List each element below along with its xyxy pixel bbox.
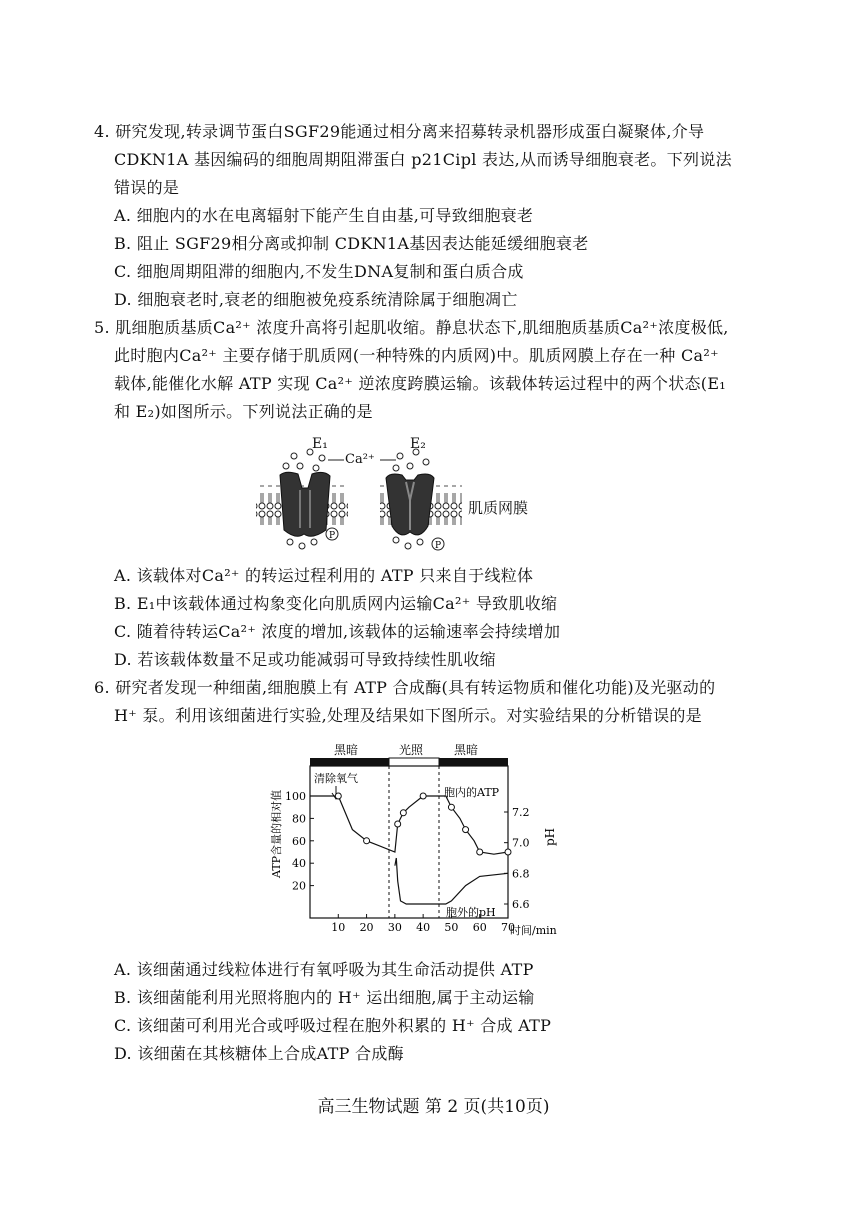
- y-right-tick-label: 6.6: [512, 898, 530, 911]
- atp-data-point: [364, 838, 370, 844]
- atp-data-point: [463, 827, 469, 833]
- phase-light: [389, 758, 439, 766]
- phosphate-label-e2: P: [434, 541, 442, 551]
- q4-option-c: C. 细胞周期阻滞的细胞内,不发生DNA复制和蛋白质合成: [114, 262, 524, 281]
- q6-option-d: D. 该细菌在其核糖体上合成ATP 合成酶: [114, 1044, 404, 1063]
- q6-option-a: A. 该细菌通过线粒体进行有氧呼吸为其生命活动提供 ATP: [114, 960, 534, 979]
- atp-data-point: [395, 821, 401, 827]
- atp-data-point: [335, 793, 341, 799]
- phase-label-dark-2: 黑暗: [454, 743, 479, 757]
- phase-dark-2: [439, 758, 508, 766]
- q6-stem-line-2: H⁺ 泵。利用该细菌进行实验,处理及结果如下图所示。对实验结果的分析错误的是: [114, 706, 702, 725]
- q5-stem-line-2: 此时胞内Ca²⁺ 主要存储于肌质网(一种特殊的内质网)中。肌质网膜上存在一种 Ca²⁺: [114, 346, 719, 365]
- atp-data-point: [400, 810, 406, 816]
- y-right-tick-label: 6.8: [512, 867, 530, 881]
- atp-data-point: [420, 793, 426, 799]
- y-left-tick-label: 100: [285, 790, 306, 803]
- e1-label: E₁: [312, 436, 328, 452]
- e1-carrier-protein: [280, 472, 330, 536]
- x-tick-label: 50: [444, 921, 459, 934]
- q4-stem-line-2: CDKN1A 基因编码的细胞周期阻滞蛋白 p21Cipl 表达,从而诱导细胞衰老。下列说法: [114, 150, 732, 169]
- x-tick-label: 10: [331, 921, 346, 934]
- x-tick-label: 60: [472, 921, 487, 934]
- annotation-atp: 胞内的ATP: [444, 786, 500, 799]
- y-left-tick-label: 20: [292, 879, 306, 893]
- ca-ion-dots-top-left: [283, 449, 325, 471]
- y-left-tick-label: 80: [292, 812, 306, 826]
- q4-stem-line-1: 4. 研究发现,转录调节蛋白SGF29能通过相分离来招募转录机器形成蛋白凝聚体,介导: [94, 122, 705, 141]
- x-tick-label: 70: [501, 921, 515, 934]
- q5-stem-line-4: 和 E₂)如图所示。下列说法正确的是: [114, 402, 373, 421]
- series-atp-line: [310, 796, 508, 854]
- y-axis-left-label: ATP含量的相对值: [270, 789, 283, 878]
- y-left-tick-label: 60: [292, 834, 306, 848]
- y-left-tick-label: 40: [292, 857, 306, 871]
- series-ph-line: [395, 858, 508, 904]
- atp-data-point: [505, 849, 511, 855]
- q6-option-c: C. 该细菌可利用光合或呼吸过程在胞外积累的 H⁺ 合成 ATP: [114, 1016, 552, 1035]
- y-axis-right-label: pH: [543, 827, 557, 846]
- q5-option-a: A. 该载体对Ca²⁺ 的转运过程利用的 ATP 只来自于线粒体: [114, 566, 534, 585]
- x-axis-label: 时间/min: [510, 924, 557, 937]
- page-footer: 高三生物试题 第 2 页(共10页): [317, 1097, 550, 1117]
- q4-option-a: A. 细胞内的水在电离辐射下能产生自由基,可导致细胞衰老: [114, 206, 534, 225]
- q6-option-b: B. 该细菌能利用光照将胞内的 H⁺ 运出细胞,属于主动运输: [114, 988, 535, 1007]
- membrane-label: 肌质网膜: [468, 499, 529, 517]
- q4-option-d: D. 细胞衰老时,衰老的细胞被免疫系统清除属于细胞凋亡: [114, 290, 518, 309]
- phase-label-light: 光照: [399, 743, 424, 757]
- x-tick-label: 30: [387, 921, 402, 934]
- phosphate-label-e1: P: [328, 531, 336, 541]
- ca-ion-dots-bottom: [287, 537, 423, 549]
- phase-label-dark-1: 黑暗: [334, 743, 359, 757]
- q5-option-b: B. E₁中该载体通过构象变化向肌质网内运输Ca²⁺ 导致肌收缩: [114, 594, 558, 613]
- x-tick-label: 20: [359, 921, 374, 934]
- atp-data-point: [477, 849, 483, 855]
- e2-label: E₂: [410, 436, 426, 452]
- q5-option-d: D. 若该载体数量不足或功能减弱可导致持续性肌收缩: [114, 650, 496, 669]
- annotation-ph: 胞外的pH: [446, 906, 496, 919]
- q6-stem-line-1: 6. 研究者发现一种细菌,细胞膜上有 ATP 合成酶(具有转运物质和催化功能)及光驱动的: [94, 678, 716, 697]
- q5-option-c: C. 随着待转运Ca²⁺ 浓度的增加,该载体的运输速率会持续增加: [114, 622, 561, 641]
- ca-ion-label: Ca²⁺: [345, 452, 375, 467]
- phase-dark-1: [310, 758, 389, 766]
- atp-data-point: [448, 804, 454, 810]
- q4-option-b: B. 阻止 SGF29相分离或抑制 CDKN1A基因表达能延缓细胞衰老: [114, 234, 589, 253]
- atp-ph-chart: [268, 738, 568, 938]
- y-right-tick-label: 7.0: [512, 836, 530, 850]
- y-right-tick-label: 7.2: [512, 806, 530, 819]
- ca-ion-dots-top-right: [393, 449, 429, 471]
- x-tick-label: 40: [416, 921, 431, 934]
- q4-stem-line-3: 错误的是: [114, 178, 180, 197]
- q5-stem-line-1: 5. 肌细胞质基质Ca²⁺ 浓度升高将引起肌收缩。静息状态下,肌细胞质基质Ca²⁺浓度极低,: [94, 318, 729, 337]
- q5-stem-line-3: 载体,能催化水解 ATP 实现 Ca²⁺ 逆浓度跨膜运输。该载体转运过程中的两个状态(E₁: [114, 374, 727, 393]
- annotation-remove-oxygen: 清除氧气: [314, 772, 358, 785]
